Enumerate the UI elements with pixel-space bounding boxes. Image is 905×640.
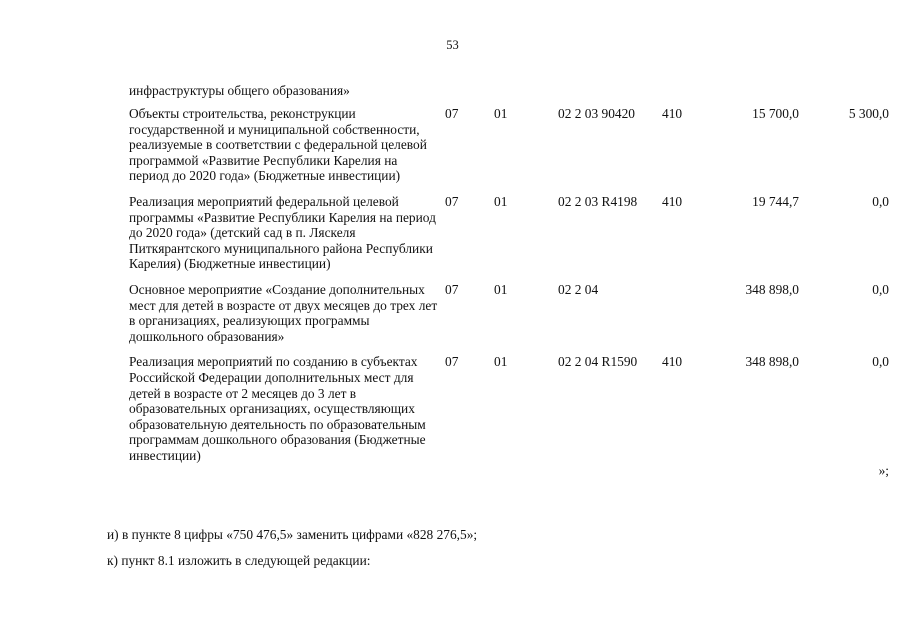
budget-table	[124, 106, 889, 479]
row-target-article: 02 2 03 90420	[558, 106, 635, 121]
continued-row-text: инфраструктуры общего образования»	[129, 83, 350, 98]
row-section: 07	[445, 281, 459, 297]
row-expense-type: 410	[662, 354, 683, 370]
row-value-1: 348 898,0	[745, 354, 799, 370]
row-subsection: 01	[494, 193, 508, 209]
row-target-article: 02 2 04	[558, 281, 599, 297]
table-row	[124, 282, 889, 354]
row-subsection: 01	[494, 281, 508, 297]
table-row	[124, 194, 889, 282]
row-name: Основное мероприятие «Создание дополнительных мест для детей в возрасте от двух месяцев до трех лет в организациях, реализующих программы дошкольного образования»	[129, 281, 438, 344]
closing-row	[124, 463, 889, 479]
row-expense-type: 410	[662, 106, 683, 121]
row-section: 07	[445, 106, 459, 121]
table-row	[124, 354, 889, 463]
row-expense-type	[657, 282, 703, 354]
row-value-1: 15 700,0	[752, 106, 799, 121]
table-row	[124, 106, 889, 194]
amendment-paragraph-i: и) в пункте 8 цифры «750 476,5» заменить цифрами «828 276,5»;	[107, 527, 478, 542]
row-value-2: 5 300,0	[848, 106, 889, 121]
row-name: Реализация мероприятий федеральной целевой программы «Развитие Республики Карелия на период до 2020 года» (детский сад в п. Ляскеля Питкярантского муниципального района Республики Карелия) (Бюджетные инвестиции)	[129, 193, 436, 272]
row-value-2: 0,0	[872, 354, 889, 370]
row-name: Объекты строительства, реконструкции государственной и муниципальной собственности, реализуемые в соответствии с федеральной целевой программой «Развитие Республики Карелия на период до 2020 года» (Бюджетные инвестиции)	[129, 106, 427, 184]
row-value-2: 0,0	[872, 281, 889, 297]
row-target-article: 02 2 03 R4198	[558, 193, 638, 209]
row-subsection: 01	[494, 106, 508, 121]
row-section: 07	[445, 354, 459, 370]
row-name: Реализация мероприятий по созданию в субъектах Российской Федерации дополнительных мест для детей в возрасте от 2 месяцев до 3 лет в образовательных организациях, осуществляющих образовательную деятельность по образовательным программам дошкольного образования (Бюджетные инвестиции)	[129, 354, 426, 463]
row-value-1: 19 744,7	[752, 193, 799, 209]
amendment-paragraph-k: к) пункт 8.1 изложить в следующей редакции:	[107, 553, 371, 568]
closing-quote-mark: »;	[878, 463, 889, 479]
row-value-2: 0,0	[872, 193, 889, 209]
row-value-1: 348 898,0	[745, 281, 799, 297]
row-target-article: 02 2 04 R1590	[558, 354, 638, 370]
row-subsection: 01	[494, 354, 508, 370]
row-section: 07	[445, 193, 459, 209]
page-number: 53	[446, 38, 459, 52]
row-expense-type: 410	[662, 193, 683, 209]
